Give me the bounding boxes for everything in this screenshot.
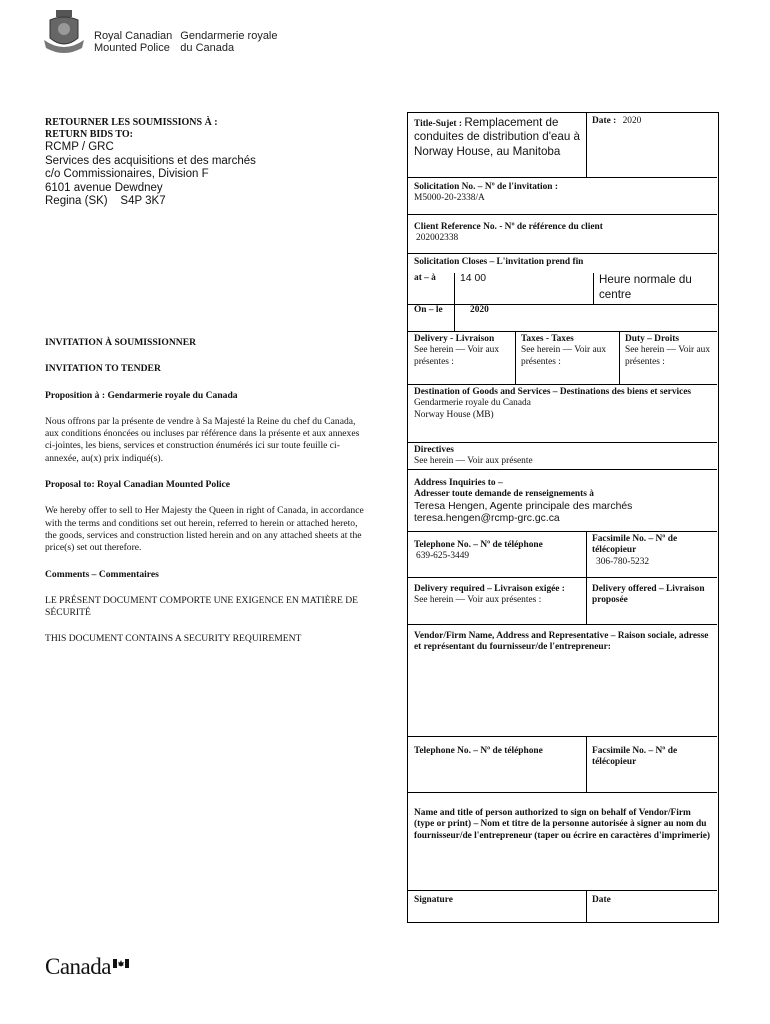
duty-label: Duty – Droits bbox=[625, 334, 679, 344]
duty-value: See herein — Voir aux présentes : bbox=[625, 345, 711, 367]
title-cell bbox=[408, 113, 586, 177]
closing-date-value: 2020 bbox=[470, 305, 489, 315]
destination-label: Destination of Goods and Services – Destinations des biens et services bbox=[414, 387, 692, 397]
vendor-fax-label: Facsimile No. – Nº de télécopieur bbox=[592, 746, 678, 768]
telephone-cell bbox=[408, 537, 586, 577]
client-reference-cell bbox=[408, 219, 717, 253]
directives-label: Directives bbox=[414, 445, 454, 455]
date-label: Date : bbox=[592, 116, 617, 126]
delivery-cell bbox=[408, 331, 515, 384]
directives-cell bbox=[408, 442, 717, 469]
offer-text-en: We hereby offer to sell to Her Majesty the Queen in right of Canada, in accordance with the terms and conditions set out herein, referred to herein or attached hereto, the goods, services and construction listed herein and on any attached sheets at the price(s) set out therefore. bbox=[45, 505, 364, 554]
return-bids-block bbox=[45, 117, 375, 209]
proposition-fr: Proposition à : Gendarmerie royale du Canada bbox=[45, 389, 238, 401]
date-value: 2020 bbox=[622, 116, 642, 126]
return-bids-label-fr: RETOURNER LES SOUMISSIONS À : bbox=[45, 117, 218, 128]
canada-flag-icon bbox=[113, 955, 129, 964]
solicitation-closes-label: Solicitation Closes – L'invitation prend fin bbox=[414, 257, 584, 267]
taxes-label: Taxes - Taxes bbox=[521, 334, 574, 344]
inquiries-label: Address Inquiries to – bbox=[414, 478, 503, 488]
return-address-line: c/o Commissionaires, Division F bbox=[45, 168, 209, 180]
security-notice-fr: LE PRÉSENT DOCUMENT COMPORTE UNE EXIGENCE EN MATIÈRE DE SÉCURITÉ bbox=[45, 594, 358, 619]
delivery-required-label: Delivery required – Livraison exigée : bbox=[414, 584, 565, 594]
solicitation-cell bbox=[408, 179, 717, 214]
agency-name bbox=[94, 30, 286, 54]
invitation-heading-en: INVITATION TO TENDER bbox=[45, 363, 161, 375]
fax-label: Facsimile No. – Nº de télécopieur bbox=[592, 534, 678, 556]
date-cell bbox=[586, 113, 717, 177]
solicitation-value: M5000-20-2338/A bbox=[414, 193, 485, 204]
authorized-signatory-label: Name and title of person authorized to sign on behalf of Vendor/Firm (type or print) – Nom et titre de la personne autorisée à signer au nom du fournisseur/de l'entrepreneur (taper ou écrire en caractères d'imprimerie) bbox=[414, 808, 711, 841]
destination-line: Gendarmerie royale du Canada bbox=[414, 398, 531, 409]
delivery-required-cell bbox=[408, 581, 586, 624]
inquiries-email: teresa.hengen@rcmp-grc.gc.ca bbox=[414, 512, 560, 524]
proposal-en: Proposal to: Royal Canadian Mounted Police bbox=[45, 479, 231, 491]
agency-en-line2: Mounted Police bbox=[94, 42, 170, 54]
inquiries-cell bbox=[408, 475, 717, 531]
delivery-required-value: See herein — Voir aux présentes : bbox=[414, 595, 542, 606]
vendor-telephone-label: Telephone No. – Nº de téléphone bbox=[414, 746, 543, 756]
return-address-line: 6101 avenue Dewdney bbox=[45, 181, 163, 194]
destination-cell bbox=[408, 384, 717, 442]
title-label: Title-Sujet : bbox=[414, 119, 462, 129]
agency-en-line1: Royal Canadian bbox=[94, 30, 173, 42]
fax-cell bbox=[586, 531, 717, 577]
on-label: On – le bbox=[414, 305, 443, 315]
canada-wordmark: Canada bbox=[45, 954, 111, 979]
at-label: at – à bbox=[414, 273, 436, 283]
telephone-label: Telephone No. – Nº de téléphone bbox=[414, 540, 543, 550]
title-value: Remplacement de conduites de distribution d'eau à Norway House, au Manitoba bbox=[414, 116, 580, 158]
client-reference-label: Client Reference No. - Nº de référence du client bbox=[414, 222, 603, 232]
directives-value: See herein — Voir aux présente bbox=[414, 456, 533, 467]
comments-heading: Comments – Commentaires bbox=[45, 568, 159, 580]
solicitation-label: Solicitation No. – Nº de l'invitation : bbox=[414, 182, 558, 192]
taxes-value: See herein — Voir aux présentes : bbox=[521, 345, 607, 367]
fax-value: 306-780-5232 bbox=[596, 556, 650, 567]
security-notice-en: THIS DOCUMENT CONTAINS A SECURITY REQUIREMENT bbox=[45, 633, 302, 645]
offer-text-fr: Nous offrons par la présente de vendre à Sa Majesté la Reine du chef du Canada, aux conditions énoncées ou incluses par référence dans la présente et aux annexes ci-jointes, les biens, services et construction énumérés ici sur toute feuille ci-annexée, au(x) prix indiqué(s). bbox=[45, 415, 360, 464]
signature-date-label: Date bbox=[592, 895, 611, 905]
rcmp-crest-icon bbox=[44, 10, 84, 56]
return-bids-label-en: RETURN BIDS TO: bbox=[45, 129, 133, 140]
destination-line: Norway House (MB) bbox=[414, 409, 494, 420]
duty-cell bbox=[619, 331, 717, 384]
closing-time-value: 14 00 bbox=[460, 273, 487, 284]
inquiries-contact-name: Teresa Hengen, Agente principale des marchés bbox=[414, 500, 633, 512]
signature-label: Signature bbox=[414, 895, 453, 905]
telephone-value: 639-625-3449 bbox=[416, 551, 470, 562]
delivery-label: Delivery - Livraison bbox=[414, 334, 495, 344]
return-address-line: Regina (SK) S4P 3K7 bbox=[45, 195, 166, 207]
delivery-offered-label: Delivery offered – Livraison proposée bbox=[592, 584, 705, 606]
delivery-value: See herein — Voir aux présentes : bbox=[414, 345, 500, 367]
client-reference-value: 202002338 bbox=[416, 233, 459, 244]
agency-fr-line1: Gendarmerie royale bbox=[180, 30, 278, 42]
return-address-line: Services des acquisitions et des marchés bbox=[45, 154, 256, 167]
tender-form bbox=[407, 112, 719, 923]
inquiries-label-fr: Adresser toute demande de renseignements à bbox=[414, 489, 594, 500]
invitation-heading-fr: INVITATION À SOUMISSIONNER bbox=[45, 337, 197, 348]
time-zone: Heure normale du centre bbox=[599, 273, 692, 301]
return-address-line: RCMP / GRC bbox=[45, 141, 114, 153]
invitation-body bbox=[45, 337, 370, 660]
agency-fr-line2: du Canada bbox=[180, 42, 235, 54]
taxes-cell bbox=[515, 331, 619, 384]
vendor-label: Vendor/Firm Name, Address and Representative – Raison sociale, adresse et représentant du fournisseur/de l'entrepreneur: bbox=[414, 631, 709, 653]
